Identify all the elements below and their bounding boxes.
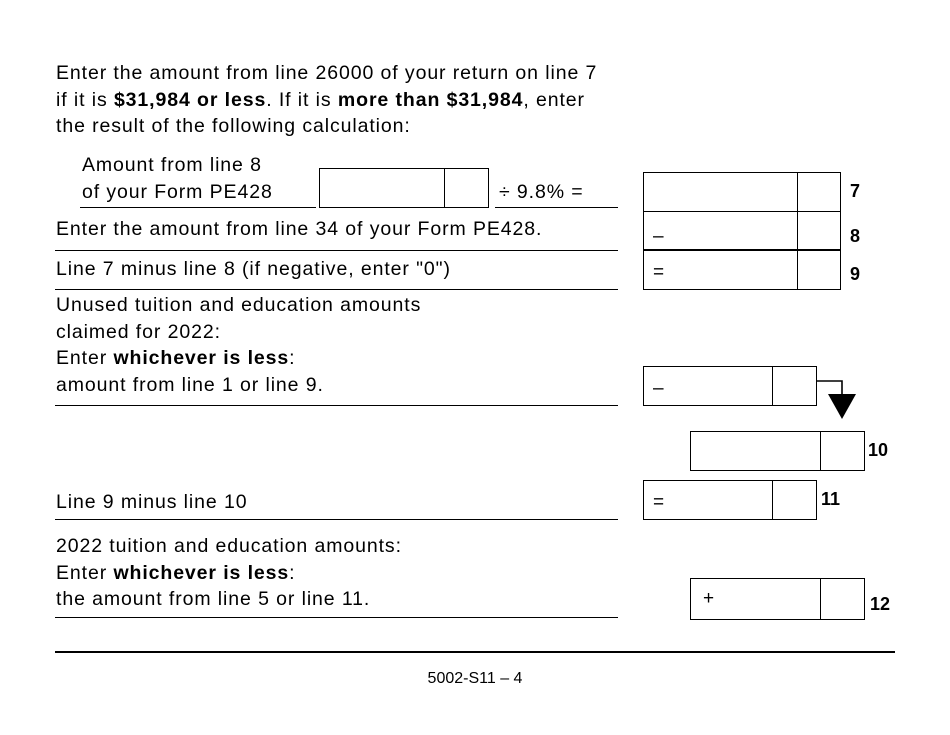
line-11-text: Line 9 minus line 10 bbox=[56, 491, 248, 513]
plus-sign: + bbox=[703, 588, 715, 609]
line-8-underline bbox=[55, 250, 618, 251]
line-8-text: Enter the amount from line 34 of your Form PE428. bbox=[56, 218, 543, 240]
line-9-number: 9 bbox=[850, 264, 861, 284]
unused-tuition-text: Unused tuition and education amounts claimed for 2022: Enter whichever is less: amount from line 1 or line 9. bbox=[56, 294, 422, 396]
line-11-underline bbox=[55, 519, 618, 520]
equals-sign: = bbox=[653, 492, 665, 513]
equals-sign: = bbox=[653, 262, 665, 283]
calc-label: Amount from line 8 of your Form PE428 bbox=[82, 154, 273, 203]
line-12-underline bbox=[55, 617, 618, 618]
line-9-field[interactable] bbox=[643, 250, 841, 290]
cents-divider bbox=[772, 367, 773, 405]
intro-line-2: if it is $31,984 or less. If it is more than $31,984, enter bbox=[56, 88, 585, 111]
line-9-text: Line 7 minus line 8 (if negative, enter "0") bbox=[56, 258, 451, 280]
unused-tuition-field[interactable] bbox=[643, 366, 817, 406]
down-arrow-icon bbox=[815, 380, 860, 422]
line-7-number: 7 bbox=[850, 181, 861, 201]
line-10-number: 10 bbox=[868, 440, 889, 460]
line-12-text: 2022 tuition and education amounts: Enter whichever is less: the amount from line 5 or line 11. bbox=[56, 535, 402, 610]
minus-sign: – bbox=[653, 378, 664, 399]
intro-line-3: the result of the following calculation: bbox=[56, 115, 411, 137]
cents-divider bbox=[797, 251, 798, 289]
calc-operator: ÷ 9.8% = bbox=[499, 181, 584, 203]
line-8-number: 8 bbox=[850, 226, 861, 246]
cents-divider bbox=[797, 173, 798, 211]
line-12-field[interactable] bbox=[690, 578, 865, 620]
unused-tuition-underline bbox=[55, 405, 618, 406]
line-9-underline bbox=[55, 289, 618, 290]
cents-divider bbox=[797, 212, 798, 249]
line-10-field[interactable] bbox=[690, 431, 865, 471]
line-7-field[interactable] bbox=[643, 172, 841, 212]
intro-line-1: Enter the amount from line 26000 of your return on line 7 bbox=[56, 62, 598, 84]
cents-divider bbox=[772, 481, 773, 519]
line-8-field[interactable] bbox=[643, 211, 841, 251]
footer-rule bbox=[55, 651, 895, 653]
page-footer: 5002-S11 – 4 bbox=[427, 670, 523, 687]
minus-sign: – bbox=[653, 226, 664, 247]
intro-paragraph bbox=[56, 60, 597, 140]
line-12-number: 12 bbox=[870, 594, 891, 614]
cents-divider bbox=[820, 432, 821, 470]
calc-amount-field[interactable] bbox=[319, 168, 489, 208]
line-11-field[interactable] bbox=[643, 480, 817, 520]
operator-underline bbox=[495, 207, 618, 208]
cents-divider bbox=[820, 579, 821, 619]
calc-label-underline bbox=[80, 207, 316, 208]
cents-divider bbox=[444, 169, 445, 207]
line-11-number: 11 bbox=[821, 489, 841, 509]
